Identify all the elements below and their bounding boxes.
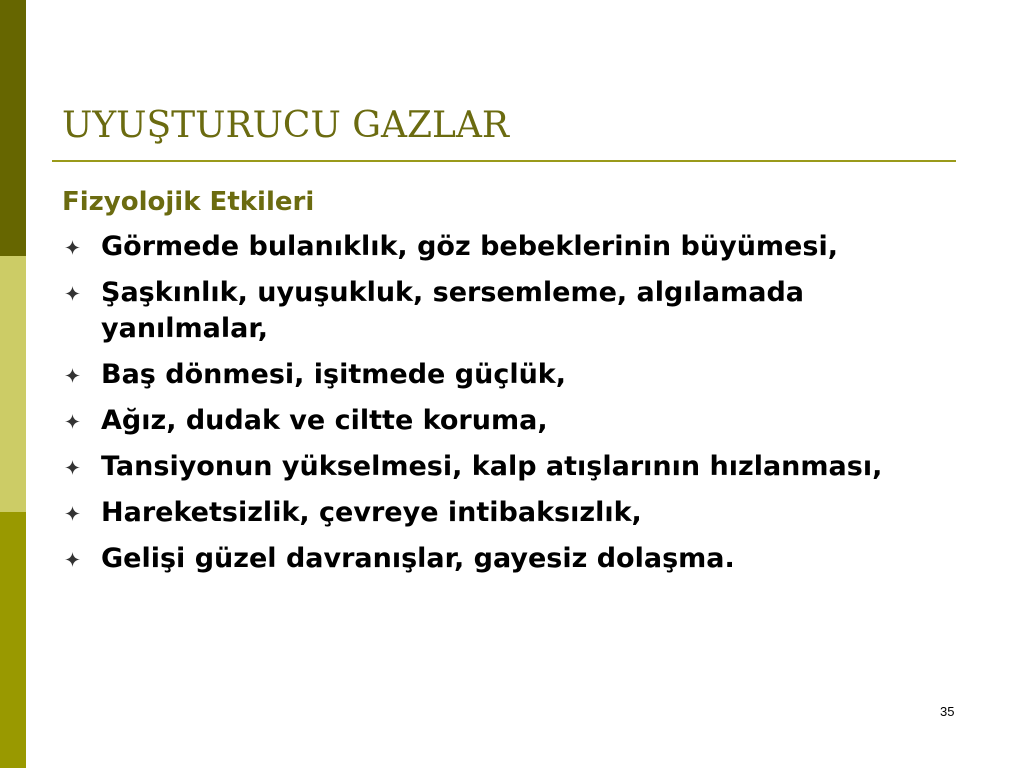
title-divider <box>52 160 956 162</box>
bullet-text: Hareketsizlik, çevreye intibaksızlık, <box>101 497 642 528</box>
diamond-bullet-icon <box>65 286 80 301</box>
diamond-bullet-icon <box>65 460 80 475</box>
diamond-bullet-icon <box>65 552 80 567</box>
bullet-text: Baş dönmesi, işitmede güçlük, <box>101 359 567 390</box>
bullet-item <box>62 229 952 265</box>
bullet-item <box>62 541 952 577</box>
bullet-item <box>62 495 952 531</box>
diamond-bullet-icon <box>65 368 80 383</box>
bullet-list <box>62 229 952 587</box>
bullet-text: Gelişi güzel davranışlar, gayesiz dolaşma. <box>101 543 735 574</box>
diamond-bullet-icon <box>65 240 80 255</box>
sidebar-bottom-band <box>0 512 26 768</box>
bullet-text: Şaşkınlık, uyuşukluk, sersemleme, algılamada yanılmalar, <box>101 277 804 344</box>
bullet-text: Ağız, dudak ve ciltte koruma, <box>101 405 548 436</box>
bullet-item <box>62 403 952 439</box>
section-subheading: Fizyolojik Etkileri <box>62 187 315 217</box>
slide-title: UYUŞTURUCU GAZLAR <box>62 105 510 146</box>
bullet-text: Görmede bulanıklık, göz bebeklerinin büyümesi, <box>101 231 838 262</box>
bullet-text: Tansiyonun yükselmesi, kalp atışlarının hızlanması, <box>101 451 883 482</box>
bullet-item <box>62 275 952 347</box>
bullet-item <box>62 449 952 485</box>
diamond-bullet-icon <box>65 414 80 429</box>
diamond-bullet-icon <box>65 506 80 521</box>
sidebar-top-band <box>0 0 26 256</box>
page-number: 35 <box>940 704 955 719</box>
sidebar-middle-band <box>0 256 26 512</box>
bullet-item <box>62 357 952 393</box>
